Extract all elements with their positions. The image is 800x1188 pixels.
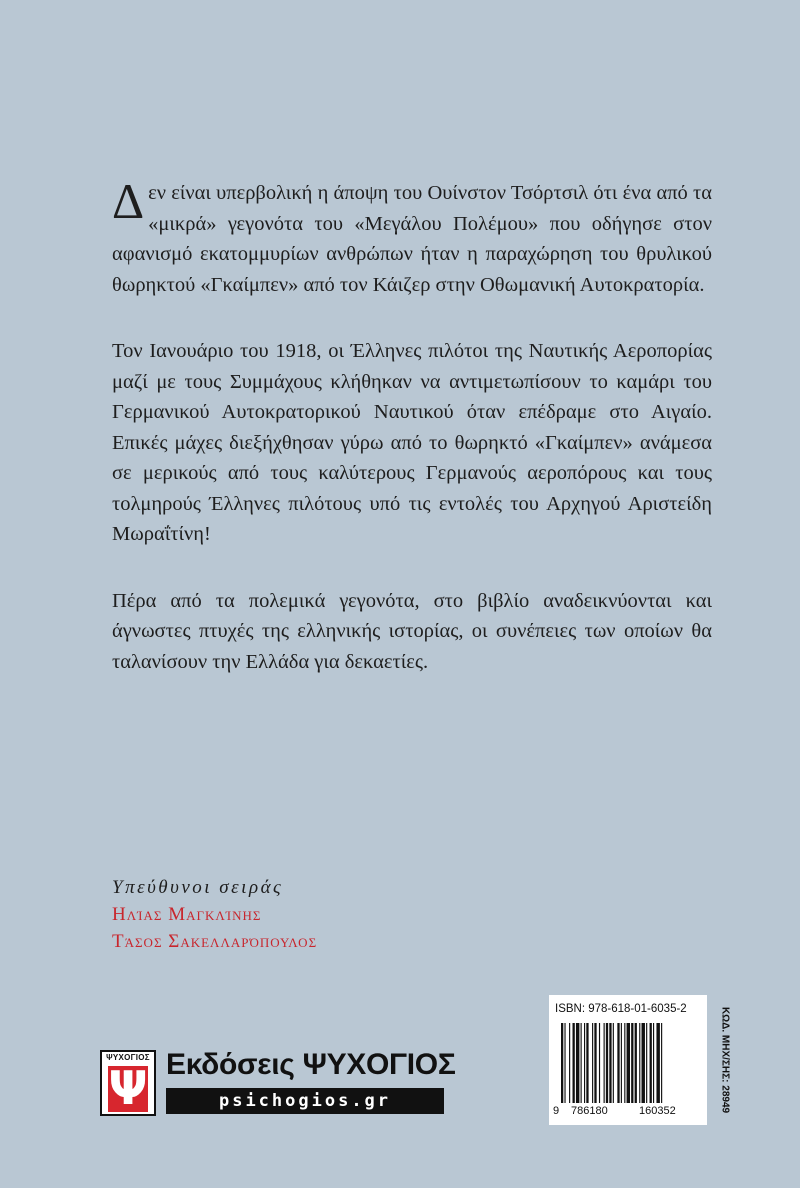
publisher-url: psichogios.gr xyxy=(166,1088,444,1114)
series-editor-name: Τάσος Σακελλαρόπουλος xyxy=(112,931,318,952)
series-editors-title: Υπεύθυνοι σειράς xyxy=(112,877,284,898)
product-code-label xyxy=(718,995,732,1125)
barcode-stripe xyxy=(599,1023,600,1103)
blurb-paragraph-2: Τον Ιανουάριο του 1918, οι Έλληνες πιλότοι της Ναυτικής Αεροπορίας μαζί με τους Συμμάχους κλήθηκαν να αντιμετωπίσουν το καμάρι του Γερμανικού Αυτοκρατορικού Ναυτικού όταν επέδραμε στο Αιγαίο. Επικές μάχες διεξήχθησαν γύρω από το θωρηκτό «Γκαίμπεν» ανάμεσα σε μερικούς από τους καλύτερους Γερμανούς αεροπόρους και τους τολμηρούς Έλληνες πιλότους υπό τις εντολές του Αρχηγού Αριστείδη Μωραΐτίνη! xyxy=(112,340,712,545)
publisher-logo xyxy=(100,1050,460,1120)
logo-brand-text: ΨΥΧΟΓΙΟΣ xyxy=(106,1053,150,1062)
barcode-digit-group: 160352 xyxy=(639,1105,676,1117)
barcode-stripe xyxy=(642,1023,645,1103)
barcode-stripe xyxy=(561,1023,563,1103)
barcode-stripe xyxy=(621,1023,622,1103)
barcode-stripe xyxy=(594,1023,596,1103)
isbn-number: ISBN: 978-618-01-6035-2 xyxy=(555,1003,687,1015)
barcode-stripe xyxy=(639,1023,640,1103)
logo-psi-glyph: Ψ xyxy=(108,1061,148,1115)
psi-logo-icon xyxy=(100,1050,156,1116)
barcode-stripe xyxy=(576,1023,579,1103)
barcode-stripe xyxy=(584,1023,585,1103)
barcode-stripe xyxy=(627,1023,630,1103)
drop-cap: Δ xyxy=(112,173,145,229)
barcode-stripe xyxy=(573,1023,575,1103)
barcode-digit-group: 786180 xyxy=(571,1105,608,1117)
barcode-stripe xyxy=(661,1023,662,1103)
series-editor-name: Ηλίας Μαγκλίνης xyxy=(112,904,262,925)
barcode-stripe xyxy=(606,1023,608,1103)
barcode-stripe xyxy=(653,1023,654,1103)
barcode-stripe xyxy=(564,1023,565,1103)
barcode-stripe xyxy=(586,1023,588,1103)
publisher-name: Εκδόσεις ΨΥΧΟΓΙΟΣ xyxy=(166,1048,456,1081)
barcode-stripe xyxy=(646,1023,647,1103)
barcode-digit-group: 9 xyxy=(553,1105,560,1117)
isbn-barcode xyxy=(549,995,707,1125)
barcode-stripe xyxy=(613,1023,614,1103)
barcode-stripe xyxy=(624,1023,625,1103)
blurb-paragraph-1-text: εν είναι υπερβολική η άποψη του Ουίνστον Τσόρτσιλ ότι ένα από τα «μικρά» γεγονότα του «Μεγάλου Πολέμου» που οδήγησε στον αφανισμό εκατομμυρίων ανθρώπων ήταν η παραχώρηση του θρυλικού θωρηκτού «Γκαίμπεν» από τον Κάιζερ στην Οθωμανική Αυτοκρατορία. xyxy=(112,182,712,296)
barcode-stripe xyxy=(631,1023,633,1103)
product-code-text: ΚΩΔ. ΜΗΧ/ΣΗΣ: 28949 xyxy=(719,1006,731,1114)
barcode-stripe xyxy=(569,1023,570,1103)
blurb-paragraph-3: Πέρα από τα πολεμικά γεγονότα, στο βιβλίο αναδεικνύονται και άγνωστες πτυχές της ελληνικής ιστορίας, οι συνέπειες των οποίων θα ταλανίσουν την Ελλάδα για δεκαετίες. xyxy=(112,589,712,673)
series-editors xyxy=(112,874,512,955)
barcode-bars xyxy=(561,1023,701,1103)
barcode-stripe xyxy=(604,1023,605,1103)
barcode-stripe xyxy=(617,1023,619,1103)
back-cover-blurb xyxy=(112,173,712,713)
barcode-stripe xyxy=(609,1023,611,1103)
blurb-paragraph-1 xyxy=(112,173,712,300)
barcode-stripe xyxy=(581,1023,582,1103)
barcode-stripe xyxy=(592,1023,593,1103)
barcode-stripe xyxy=(656,1023,659,1103)
barcode-stripe xyxy=(635,1023,637,1103)
barcode-stripe xyxy=(650,1023,652,1103)
